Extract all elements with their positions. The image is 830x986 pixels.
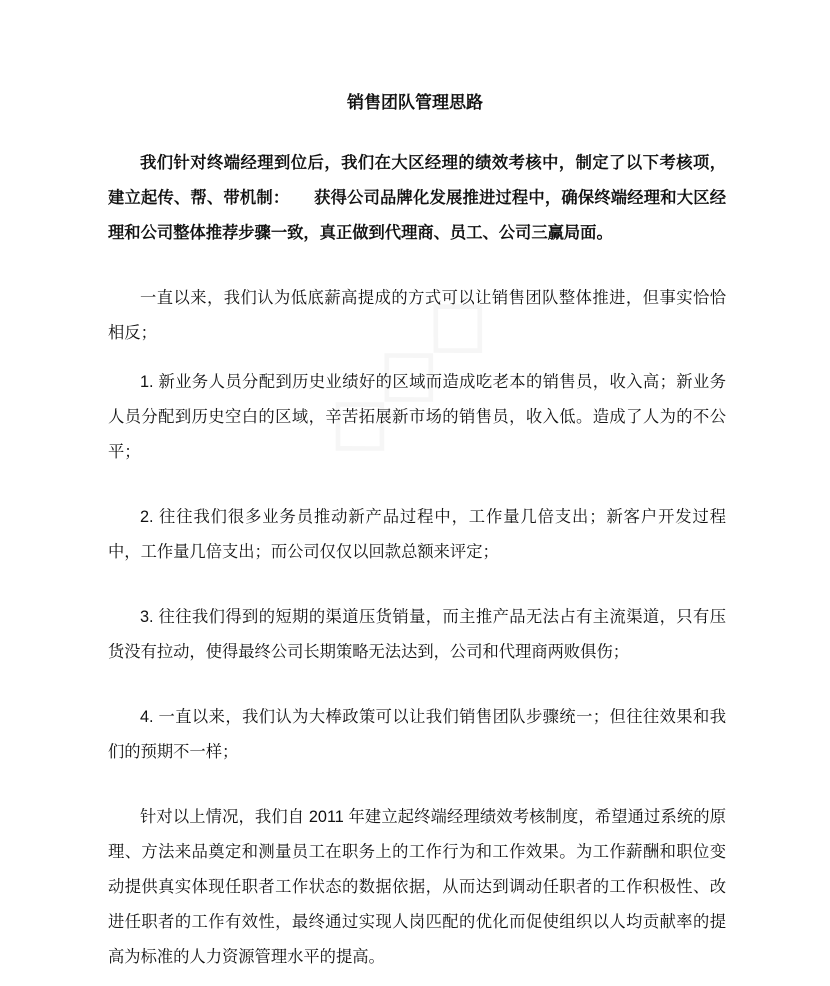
problem-statement: 一直以来，我们认为低底薪高提成的方式可以让销售团队整体推进，但事实恰恰相反； [108,289,726,342]
intro-paragraph: 我们针对终端经理到位后，我们在大区经理的绩效考核中，制定了以下考核项，建立起传、帮、带机制： 获得公司品牌化发展推进过程中，确保终端经理和大区经理和公司整体推荐步骤一致，真正做到代理商、员工、公司三赢局面。 [108,154,726,242]
list-item-4: 4. 一直以来，我们认为大棒政策可以让我们销售团队步骤统一；但往往效果和我们的预期不一样； [108,708,726,761]
document-title: 销售团队管理思路 [347,93,483,112]
list-item-1: 1. 新业务人员分配到历史业绩好的区域而造成吃老本的销售员，收入高；新业务人员分配到历史空白的区域，辛苦拓展新市场的销售员，收入低。造成了人为的不公平； [108,373,726,461]
document-body [108,146,726,975]
conclusion-paragraph: 针对以上情况，我们自 2011 年建立起终端经理绩效考核制度，希望通过系统的原理、方法来品奠定和测量员工在职务上的工作行为和工作效果。为工作薪酬和职位变动提供真实体现任职者工作状态的数据依据，从而达到调动任职者的工作积极性、改进任职者的工作有效性，最终通过实现人岗匹配的优化而促使组织以人均贡献率的提高为标准的人力资源管理水平的提高。 [108,808,726,966]
list-item-3: 3. 往往我们得到的短期的渠道压货销量，而主推产品无法占有主流渠道，只有压货没有拉动，使得最终公司长期策略无法达到，公司和代理商两败俱伤； [108,608,726,661]
list-item-2: 2. 往往我们很多业务员推动新产品过程中，工作量几倍支出；新客户开发过程中，工作量几倍支出；而公司仅仅以回款总额来评定； [108,508,726,561]
